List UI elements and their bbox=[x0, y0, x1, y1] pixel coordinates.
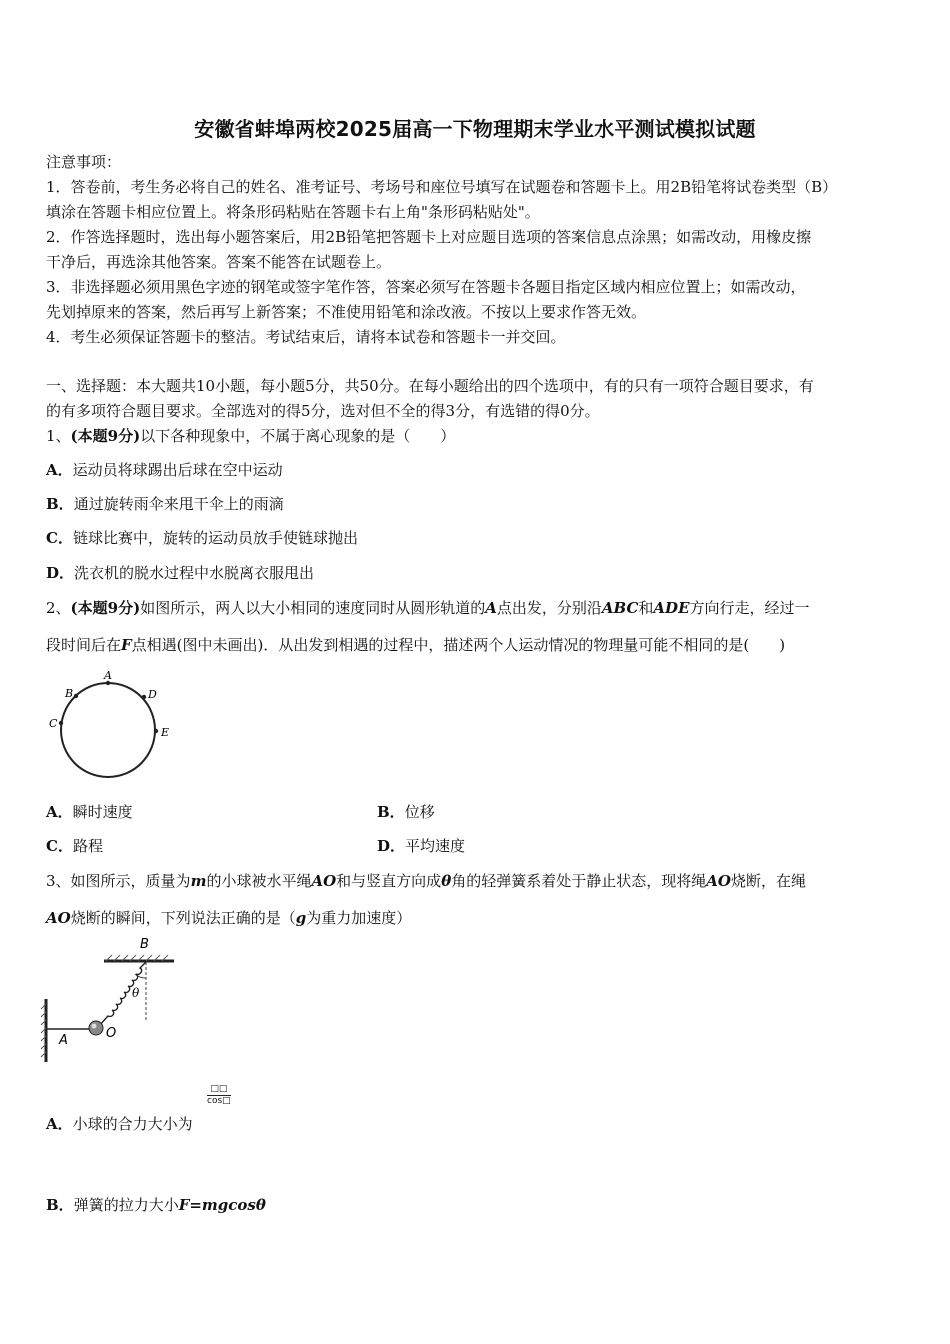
section-heading-cont: 的有多项符合题目要求。全部选对的得5分，选对但不全的得3分，有选错的得0分。 bbox=[46, 402, 600, 420]
point-c bbox=[59, 721, 63, 725]
notice-line: 1．答卷前，考生务必将自己的姓名、准考证号、考场号和座位号填写在试题卷和答题卡上。用2B铅笔将试卷类型（B） bbox=[46, 178, 838, 196]
point-b bbox=[74, 694, 78, 698]
point-e bbox=[154, 729, 158, 733]
q1-option-d[interactable]: D．洗衣机的脱水过程中水脱离衣服甩出 bbox=[46, 564, 315, 582]
q2-option-a[interactable]: A．瞬时速度 bbox=[46, 803, 133, 821]
question-text: 以下各种现象中，不属于离心现象的是（ ） bbox=[140, 427, 456, 445]
label-a: A bbox=[59, 1033, 68, 1048]
fraction-formula: □□ cos□ bbox=[207, 1084, 231, 1106]
notice-heading: 注意事项： bbox=[46, 153, 122, 171]
question-2-stem: 2、(本题9分)如图所示，两人以大小相同的速度同时从圆形轨道的A点出发，分别沿ABC和ADE方向行走，经过一 bbox=[46, 599, 810, 617]
q3-option-b[interactable]: B．弹簧的拉力大小F=mgcosθ bbox=[46, 1196, 266, 1214]
ball bbox=[89, 1021, 103, 1035]
q2-option-c[interactable]: C．路程 bbox=[46, 837, 103, 855]
label-o: O bbox=[106, 1026, 117, 1041]
q1-option-a[interactable]: A．运动员将球踢出后球在空中运动 bbox=[46, 461, 283, 479]
question-2-stem-cont: 段时间后在F点相遇(图中未画出)．从出发到相遇的过程中，描述两个人运动情况的物理量可能不相同的是( ) bbox=[46, 636, 786, 654]
label-e: E bbox=[161, 726, 170, 739]
ball-highlight bbox=[92, 1024, 97, 1029]
question-3-stem: 3、如图所示，质量为m的小球被水平绳AO和与竖直方向成θ角的轻弹簧系着处于静止状态，现将绳AO烧断，在绳 bbox=[46, 872, 806, 890]
label-a: A bbox=[104, 669, 112, 682]
q2-option-d[interactable]: D．平均速度 bbox=[377, 837, 466, 855]
circular-track-figure bbox=[46, 668, 176, 786]
notice-line: 2．作答选择题时，选出每小题答案后，用2B铅笔把答题卡上对应题目选项的答案信息点涂黑；如需改动，用橡皮擦 bbox=[46, 228, 812, 246]
question-number: 1、 bbox=[46, 427, 71, 445]
spring-ball-figure bbox=[40, 934, 190, 1066]
q2-option-b[interactable]: B．位移 bbox=[377, 803, 435, 821]
question-1-stem bbox=[46, 425, 906, 446]
notice-line: 先划掉原来的答案，然后再写上新答案；不准使用铅笔和涂改液。不按以上要求作答无效。 bbox=[46, 303, 647, 321]
label-b: B bbox=[65, 687, 74, 700]
notice-line: 干净后，再选涂其他答案。答案不能答在试题卷上。 bbox=[46, 253, 392, 271]
label-theta: θ bbox=[132, 986, 140, 1000]
page-title: 安徽省蚌埠两校2025届高一下物理期末学业水平测试模拟试题 bbox=[194, 117, 756, 141]
point-d bbox=[142, 695, 146, 699]
q3-option-a[interactable]: A．小球的合力大小为 bbox=[46, 1115, 193, 1133]
label-b: B bbox=[140, 937, 149, 952]
label-d: D bbox=[148, 688, 157, 701]
q1-option-b[interactable]: B．通过旋转雨伞来甩干伞上的雨滴 bbox=[46, 495, 284, 513]
question-points: (本题9分) bbox=[70, 427, 141, 445]
section-heading: 一、选择题：本大题共10小题，每小题5分，共50分。在每小题给出的四个选项中，有的只有一项符合题目要求，有 bbox=[46, 377, 814, 395]
notice-line: 填涂在答题卡相应位置上。将条形码粘贴在答题卡右上角"条形码粘贴处"。 bbox=[46, 203, 540, 221]
notice-line: 3．非选择题必须用黑色字迹的钢笔或签字笔作答，答案必须写在答题卡各题目指定区域内相应位置上；如需改动， bbox=[46, 278, 806, 296]
label-c: C bbox=[49, 717, 58, 730]
question-3-stem-cont: AO烧断的瞬间，下列说法正确的是（g为重力加速度） bbox=[46, 909, 412, 927]
notice-line: 4．考生必须保证答题卡的整洁。考试结束后，请将本试卷和答题卡一并交回。 bbox=[46, 328, 566, 346]
q1-option-c[interactable]: C．链球比赛中，旋转的运动员放手使链球抛出 bbox=[46, 529, 358, 547]
